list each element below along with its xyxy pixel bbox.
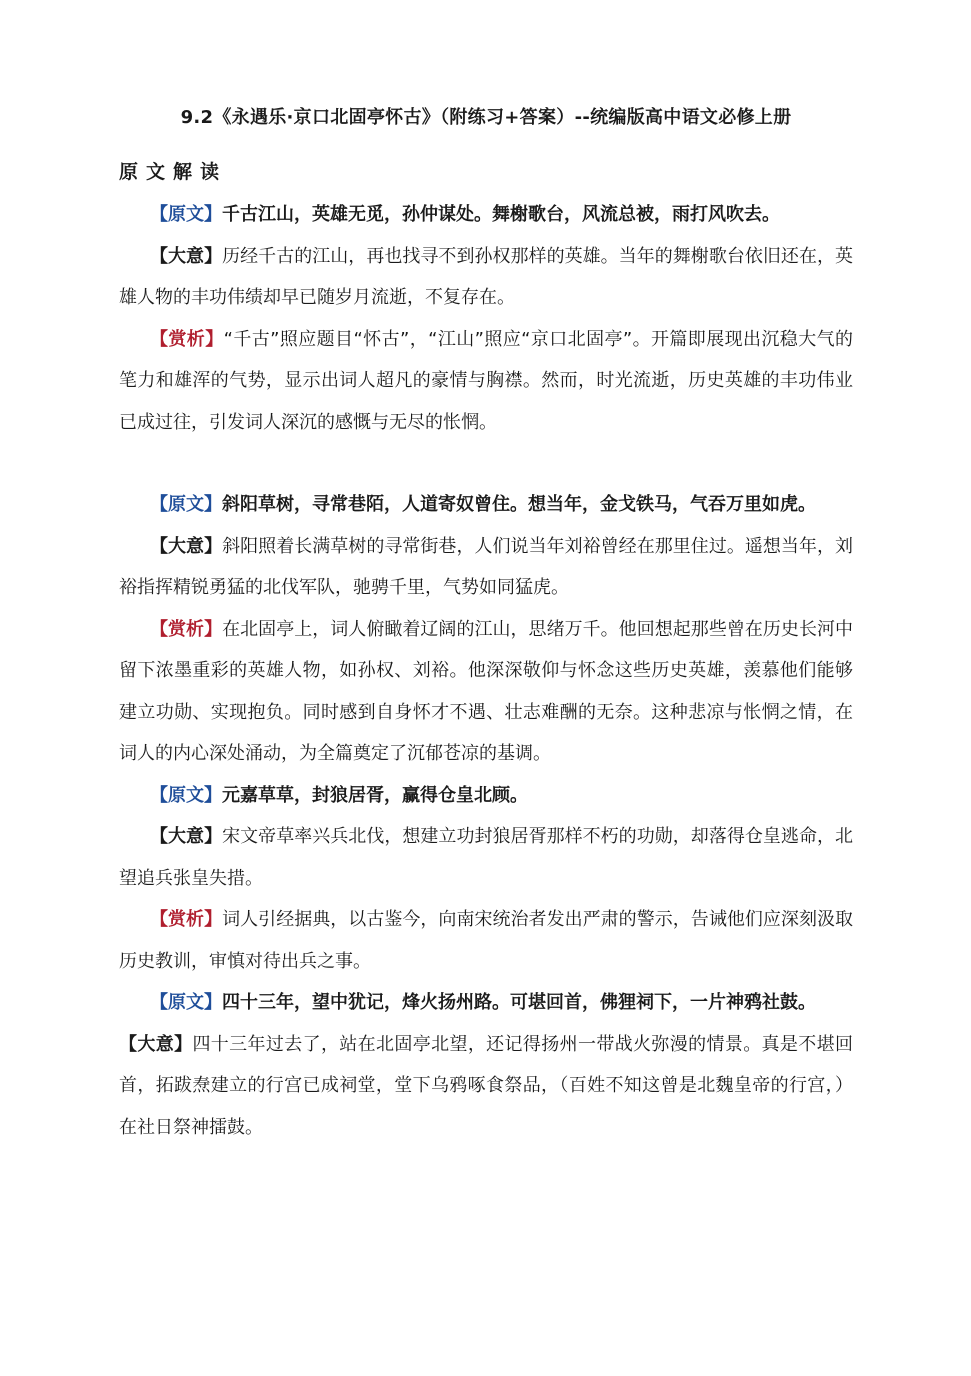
section-heading: 原文解读 xyxy=(119,161,228,183)
original-text-3 xyxy=(119,775,853,817)
original-text-1 xyxy=(119,194,853,236)
meaning-text-3 xyxy=(119,816,853,899)
meaning-content: 四十三年过去了，站在北固亭北望，还记得扬州一带战火弥漫的情景。真是不堪回首，拓跋焘建立的行宫已成祠堂，堂下乌鸦啄食祭品，（百姓不知这曾是北魏皇帝的行宫，）在社日祭神擂鼓。 xyxy=(119,1033,853,1138)
document-page xyxy=(119,100,853,1148)
meaning-content: 历经千古的江山，再也找寻不到孙权那样的英雄。当年的舞榭歌台依旧还在，英雄人物的丰功伟绩却早已随岁月流逝，不复存在。 xyxy=(119,245,854,308)
meaning-label: 【大意】 xyxy=(150,826,223,847)
meaning-text-2 xyxy=(119,526,853,609)
analysis-text-3 xyxy=(119,899,853,982)
original-label: 【原文】 xyxy=(150,494,222,515)
analysis-content: “千古”照应题目“怀古”，“江山”照应“京口北固亭”。开篇即展现出沉稳大气的笔力和雄浑的气势，显示出词人超凡的豪情与胸襟。然而，时光流逝，历史英雄的丰功伟业已成过往，引发词人深沉的感慨与无尽的怅惘。 xyxy=(119,328,853,433)
original-label: 【原文】 xyxy=(150,992,222,1013)
original-content: 千古江山，英雄无觅，孙仲谋处。舞榭歌台，风流总被，雨打风吹去。 xyxy=(222,204,780,225)
meaning-text-1 xyxy=(119,236,853,319)
analysis-label: 【赏析】 xyxy=(150,909,223,930)
analysis-text-2 xyxy=(119,609,853,775)
analysis-label: 【赏析】 xyxy=(150,618,223,640)
original-label: 【原文】 xyxy=(150,204,222,225)
analysis-content: 词人引经据典，以古鉴今，向南宋统治者发出严肃的警示，告诫他们应深刻汲取历史教训，审慎对待出兵之事。 xyxy=(119,909,854,972)
original-content: 斜阳草树，寻常巷陌，人道寄奴曾住。想当年，金戈铁马，气吞万里如虎。 xyxy=(222,494,816,515)
document-title: 9.2《永遇乐·京口北固亭怀古》（附练习+答案）--统编版高中语文必修上册 xyxy=(180,107,792,128)
original-label: 【原文】 xyxy=(150,784,222,806)
meaning-content: 斜阳照着长满草树的寻常街巷，人们说当年刘裕曾经在那里住过。遥想当年，刘裕指挥精锐勇猛的北伐军队，驰骋千里，气势如同猛虎。 xyxy=(119,535,854,598)
meaning-label: 【大意】 xyxy=(150,245,223,267)
analysis-label: 【赏析】 xyxy=(150,328,224,350)
original-text-4 xyxy=(119,982,853,1024)
meaning-label: 【大意】 xyxy=(119,1033,193,1055)
original-content: 元嘉草草，封狼居胥，赢得仓皇北顾。 xyxy=(222,784,528,806)
original-content: 四十三年，望中犹记，烽火扬州路。可堪回首，佛狸祠下，一片神鸦社鼓。 xyxy=(222,992,816,1013)
analysis-content: 在北固亭上，词人俯瞰着辽阔的江山，思绪万千。他回想起那些曾在历史长河中留下浓墨重彩的英雄人物，如孙权、刘裕。他深深敬仰与怀念这些历史英雄，羡慕他们能够建立功勋、实现抱负。同时感到自身怀才不遇、壮志难酬的无奈。这种悲凉与怅惘之情，在词人的内心深处涌动，为全篇奠定了沉郁苍凉的基调。 xyxy=(119,618,854,764)
meaning-content: 宋文帝草率兴兵北伐，想建立功封狼居胥那样不朽的功勋，却落得仓皇逃命，北望追兵张皇失措。 xyxy=(119,826,854,889)
block-spacer xyxy=(119,443,853,484)
meaning-text-4 xyxy=(119,1024,853,1149)
original-text-2 xyxy=(119,484,853,526)
meaning-label: 【大意】 xyxy=(150,535,223,557)
analysis-text-1 xyxy=(119,319,853,444)
